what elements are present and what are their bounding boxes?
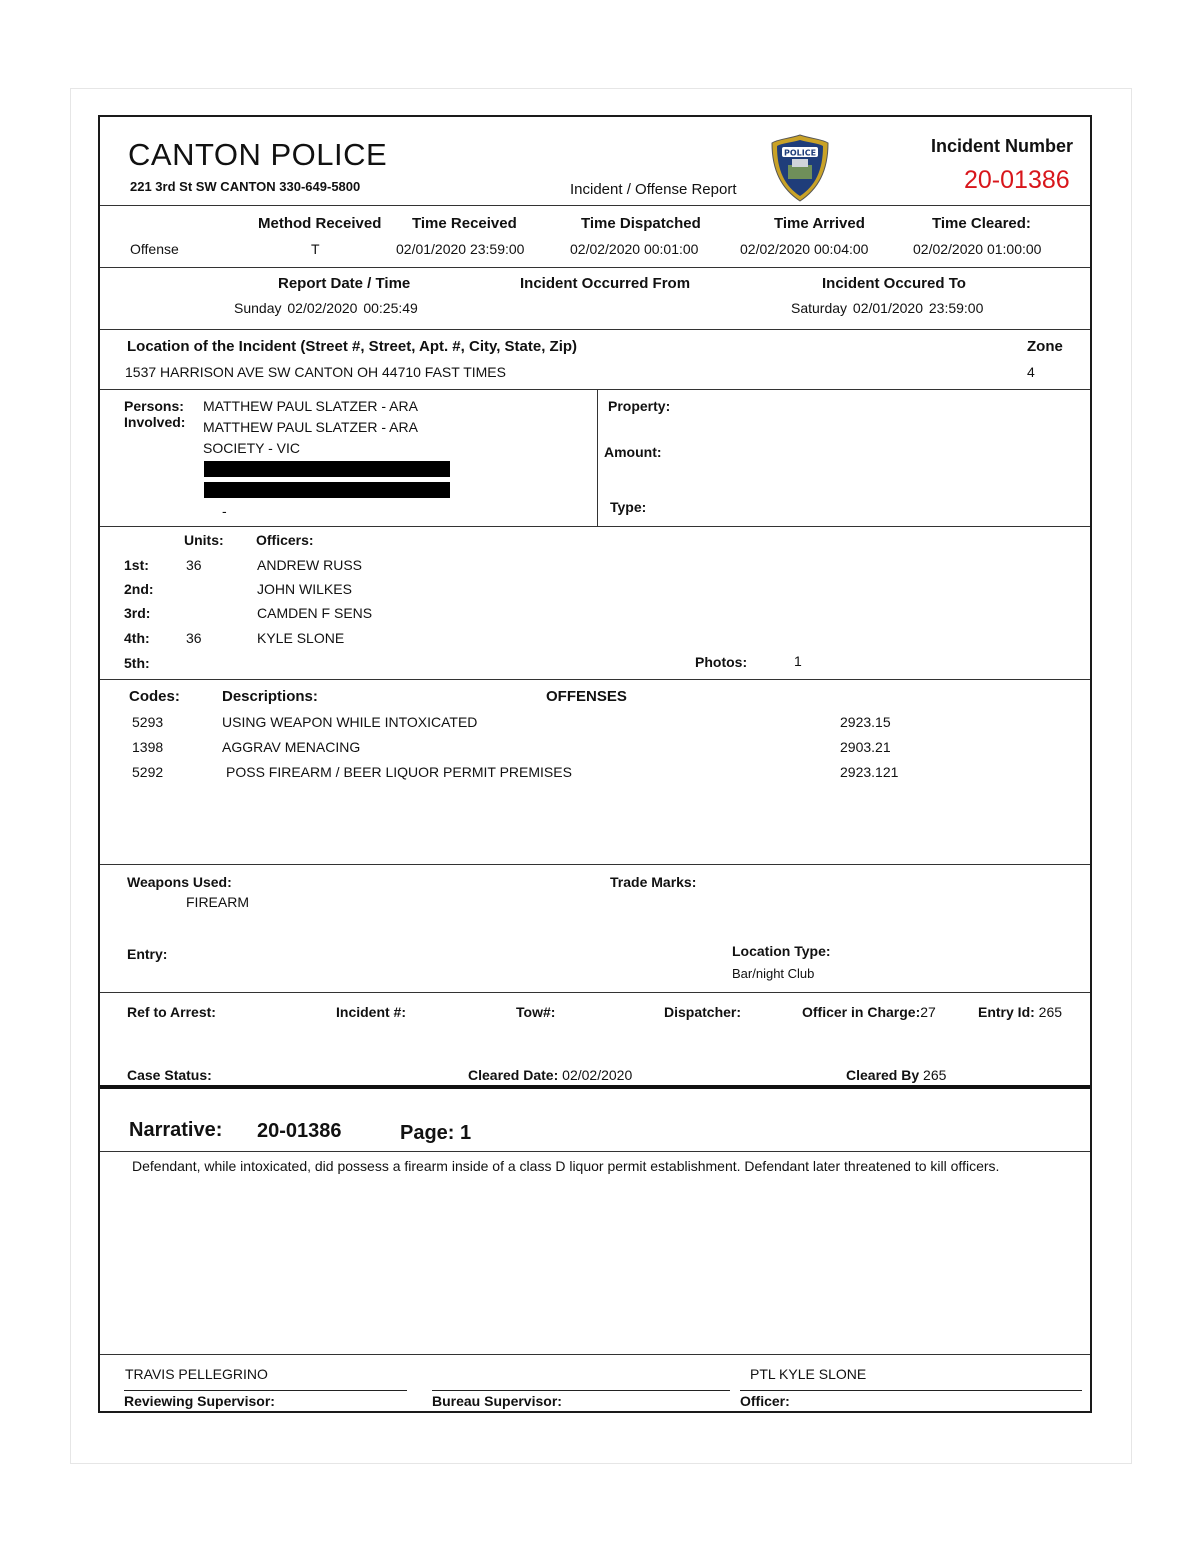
- police-badge-icon: [770, 133, 830, 203]
- officer-signature-line: [740, 1390, 1082, 1391]
- time-dispatched-label: Time Dispatched: [581, 215, 701, 232]
- incident-number-label: Incident Number: [931, 136, 1074, 156]
- narrative-label: Narrative:: [129, 1119, 223, 1141]
- officer-name: KYLE SLONE: [257, 630, 345, 646]
- units-label: Units:: [184, 532, 224, 548]
- entry-id-value: 265: [1038, 1004, 1063, 1020]
- officer-in-charge: [802, 1004, 936, 1020]
- time-arrived-label: Time Arrived: [774, 215, 865, 232]
- weapons-label: Weapons Used:: [127, 874, 232, 890]
- location-label: Location of the Incident (Street #, Street, Apt. #, City, State, Zip): [127, 338, 578, 355]
- offense-code: 5292: [132, 764, 164, 780]
- offenses-heading: OFFENSES: [546, 688, 627, 705]
- cleared-date: [468, 1067, 632, 1083]
- person-entry: MATTHEW PAUL SLATZER - ARA: [203, 419, 418, 435]
- offense-description: POSS FIREARM / BEER LIQUOR PERMIT PREMISES: [226, 764, 572, 780]
- person-dash: -: [222, 503, 227, 519]
- photos-value: 1: [794, 653, 802, 669]
- persons-label: Persons:: [124, 398, 184, 414]
- case-status-label: Case Status:: [127, 1067, 212, 1083]
- cleared-by: [846, 1067, 946, 1083]
- officer-unit: 36: [186, 630, 202, 646]
- officer-name: ANDREW RUSS: [257, 557, 363, 573]
- bureau-supervisor-label: Bureau Supervisor:: [432, 1393, 562, 1409]
- offense-statute: 2923.121: [840, 764, 899, 780]
- incident-report-form: [98, 115, 1092, 1413]
- method-received-value: T: [311, 241, 320, 257]
- person-entry: SOCIETY - VIC: [203, 440, 300, 456]
- offense-code: 1398: [132, 739, 164, 755]
- narrative-number: 20-01386: [257, 1120, 342, 1142]
- officer-unit: 36: [186, 557, 202, 573]
- occurred-from-label: Incident Occurred From: [520, 275, 691, 292]
- offense-description: AGGRAV MENACING: [222, 739, 361, 755]
- cleared-date-label: Cleared Date:: [468, 1067, 559, 1083]
- cleared-by-value: 265: [923, 1067, 947, 1083]
- time-received-label: Time Received: [412, 215, 517, 232]
- time-cleared-value: 02/02/2020 01:00:00: [913, 241, 1042, 257]
- page-label: Page:: [400, 1122, 455, 1144]
- officer-ordinal: 4th:: [124, 630, 150, 646]
- officer-name: CAMDEN F SENS: [257, 605, 373, 621]
- reviewing-supervisor-name: TRAVIS PELLEGRINO: [125, 1366, 268, 1382]
- incident-num-label: Incident #:: [336, 1004, 407, 1020]
- agency-address: 221 3rd St SW CANTON 330-649-5800: [130, 179, 361, 194]
- entry-id: [978, 1004, 1062, 1020]
- zone-label: Zone: [1027, 338, 1063, 355]
- location-value: 1537 HARRISON AVE SW CANTON OH 44710 FAST TIMES: [125, 364, 506, 380]
- entry-id-label: Entry Id:: [978, 1004, 1035, 1020]
- page-value: 1: [460, 1122, 472, 1144]
- tow-label: Tow#:: [516, 1004, 556, 1020]
- officers-label: Officers:: [256, 532, 314, 548]
- offense-statute: 2923.15: [840, 714, 891, 730]
- weapons-value: FIREARM: [186, 894, 249, 910]
- agency-title: CANTON POLICE: [128, 137, 388, 172]
- amount-label: Amount:: [604, 444, 662, 460]
- officer-in-charge-value: 27: [920, 1004, 936, 1020]
- location-type-label: Location Type:: [732, 943, 831, 959]
- time-received-value: 02/01/2020 23:59:00: [396, 241, 525, 257]
- dispatcher-label: Dispatcher:: [664, 1004, 742, 1020]
- location-type-value: Bar/night Club: [732, 966, 815, 981]
- type-label: Type:: [610, 499, 647, 515]
- officer-ordinal: 5th:: [124, 655, 150, 671]
- time-dispatched-value: 02/02/2020 00:01:00: [570, 241, 699, 257]
- descriptions-label: Descriptions:: [222, 688, 318, 705]
- cleared-date-value: 02/02/2020: [562, 1067, 633, 1083]
- officer-ordinal: 1st:: [124, 557, 149, 573]
- person-entry: MATTHEW PAUL SLATZER - ARA: [203, 398, 418, 414]
- redaction-bar: [204, 482, 450, 498]
- officer-name-signature: PTL KYLE SLONE: [750, 1366, 867, 1382]
- report-date-label: Report Date / Time: [278, 275, 411, 292]
- entry-label: Entry:: [127, 946, 168, 962]
- offense-statute: 2903.21: [840, 739, 891, 755]
- svg-text:POLICE: POLICE: [783, 148, 817, 158]
- offense-type: Offense: [130, 241, 179, 257]
- reviewing-signature-line: [124, 1390, 407, 1391]
- codes-label: Codes:: [129, 688, 180, 705]
- incident-number: 20-01386: [964, 166, 1070, 194]
- officer-name: JOHN WILKES: [257, 581, 352, 597]
- involved-label: Involved:: [124, 414, 186, 430]
- page-indicator: [400, 1122, 471, 1145]
- occurred-to-label: Incident Occured To: [822, 275, 966, 292]
- time-arrived-value: 02/02/2020 00:04:00: [740, 241, 869, 257]
- offense-code: 5293: [132, 714, 164, 730]
- offense-description: USING WEAPON WHILE INTOXICATED: [222, 714, 478, 730]
- bureau-signature-line: [432, 1390, 730, 1391]
- zone-value: 4: [1027, 364, 1035, 380]
- report-date-value: Sunday 02/02/2020 00:25:49: [234, 300, 418, 316]
- officer-ordinal: 2nd:: [124, 581, 154, 597]
- ref-to-arrest-label: Ref to Arrest:: [127, 1004, 216, 1020]
- trade-marks-label: Trade Marks:: [610, 874, 697, 890]
- reviewing-supervisor-label: Reviewing Supervisor:: [124, 1393, 275, 1409]
- officer-label: Officer:: [740, 1393, 790, 1409]
- narrative-text: Defendant, while intoxicated, did possess a firearm inside of a class D liquor permit establishment. Defendant later threatened to kill officers.: [132, 1158, 1000, 1174]
- property-label: Property:: [608, 398, 671, 414]
- officer-ordinal: 3rd:: [124, 605, 151, 621]
- photos-label: Photos:: [695, 654, 748, 670]
- redaction-bar: [204, 461, 450, 477]
- cleared-by-label: Cleared By: [846, 1067, 920, 1083]
- occurred-to-value: Saturday 02/01/2020 23:59:00: [791, 300, 984, 316]
- officer-in-charge-label: Officer in Charge:: [802, 1004, 921, 1020]
- time-cleared-label: Time Cleared:: [932, 215, 1031, 232]
- method-received-label: Method Received: [258, 215, 382, 232]
- report-type: Incident / Offense Report: [570, 181, 737, 198]
